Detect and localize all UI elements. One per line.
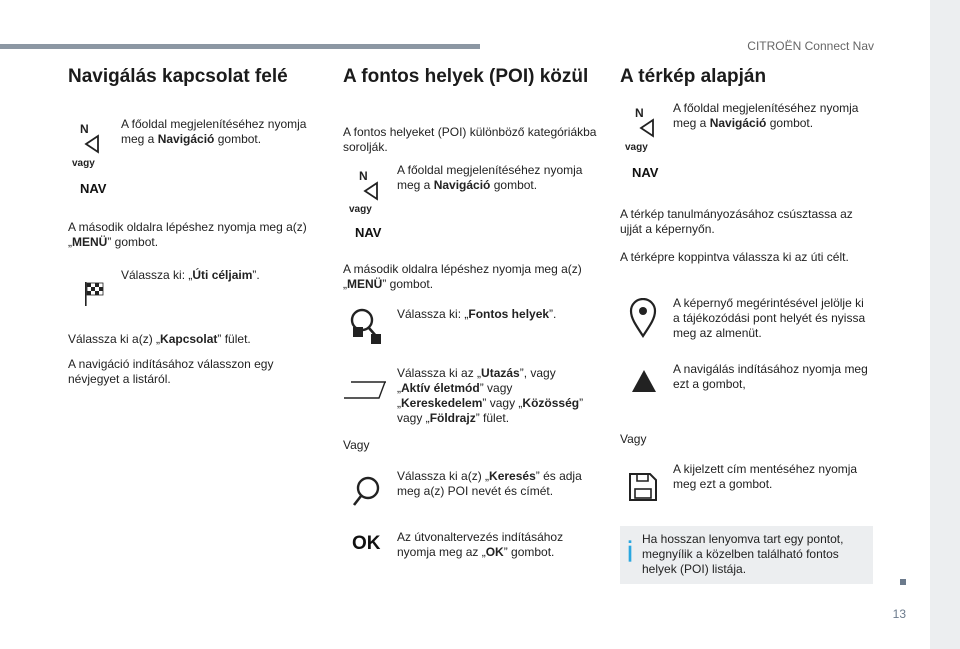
instruction-text: A második oldalra lépéshez nyomja meg a(z) „MENÜ” gombot. (68, 220, 307, 249)
nav-button-label: NAV (355, 225, 382, 240)
instruction-text: Válassza ki: „Fontos helyek”. (397, 307, 557, 321)
instruction-text: A főoldal megjelenítéséhez nyomja meg a Navigáció gombot. (673, 101, 859, 130)
poi-search-icon (349, 307, 385, 352)
side-strip (930, 0, 960, 649)
checkered-flag-icon (84, 281, 104, 312)
corner-mark (900, 579, 906, 585)
ok-button-label: OK (352, 533, 381, 554)
instruction-text: Válassza ki: „Úti céljaim”. (121, 268, 260, 282)
instruction-text: A képernyő megérintésével jelölje ki a tájékozódási pont helyét és nyissa meg az almenüt. (673, 296, 866, 340)
instruction-text: A navigálás indításához nyomja meg ezt a gombot, (673, 362, 868, 391)
or-text: Vagy (343, 438, 370, 452)
nav-button-label: NAV (632, 165, 659, 180)
section-title: A fontos helyek (POI) közül (343, 66, 589, 87)
instruction-text: Válassza ki a(z) „Keresés” és adja meg a(z) POI nevét és címét. (397, 469, 582, 498)
section-title: Navigálás kapcsolat felé (68, 66, 288, 87)
instruction-text: A kijelzett cím mentéséhez nyomja meg ezt a gombot. (673, 462, 858, 491)
or-text: Vagy (620, 432, 647, 446)
info-icon (628, 536, 632, 566)
tip-box (620, 526, 873, 584)
section-title: A térkép alapján (620, 66, 767, 87)
map-pin-icon (629, 298, 657, 343)
page-number: 13 (892, 607, 906, 621)
instruction-text: Válassza ki a(z) „Kapcsolat” fület. (68, 332, 251, 346)
instruction-text: Válassza ki az „Utazás”, vagy „Aktív életmód” vagy „Kereskedelem” vagy „Közösség” vagy „Földrajz” fület. (397, 366, 584, 425)
tip-text: Ha hosszan lenyomva tart egy pontot, megnyílik a közelben található fontos helyek (POI) listája. (642, 532, 844, 576)
intro-text: A fontos helyeket (POI) különböző kategóriákba sorolják. (343, 125, 597, 154)
or-label: vagy (72, 158, 95, 169)
instruction-text: A főoldal megjelenítéséhez nyomja meg a Navigáció gombot. (121, 117, 307, 146)
instruction-text: A második oldalra lépéshez nyomja meg a(z) „MENÜ” gombot. (343, 262, 582, 291)
or-label: vagy (349, 204, 372, 215)
nav-arrow-icon (639, 118, 655, 138)
instruction-text: A főoldal megjelenítéséhez nyomja meg a Navigáció gombot. (397, 163, 583, 192)
instruction-text: Az útvonaltervezés indításához nyomja meg az „OK” gombot. (397, 530, 564, 559)
nav-button-label: NAV (80, 181, 107, 196)
instruction-text: A térképre koppintva válassza ki az úti célt. (620, 250, 849, 264)
instruction-text: A navigáció indításához válasszon egy névjegyet a listáról. (68, 357, 274, 386)
brand-label: CITROËN Connect Nav (747, 39, 874, 53)
navigate-triangle-icon (630, 368, 658, 399)
tab-shape-icon (343, 380, 387, 405)
save-disk-icon (628, 472, 658, 507)
nav-arrow-icon (84, 134, 100, 154)
or-label: vagy (625, 142, 648, 153)
instruction-text: A térkép tanulmányozásához csúsztassa az ujját a képernyőn. (620, 207, 853, 236)
nav-arrow-icon (363, 181, 379, 201)
search-icon (351, 474, 383, 515)
header-bar (0, 44, 480, 49)
